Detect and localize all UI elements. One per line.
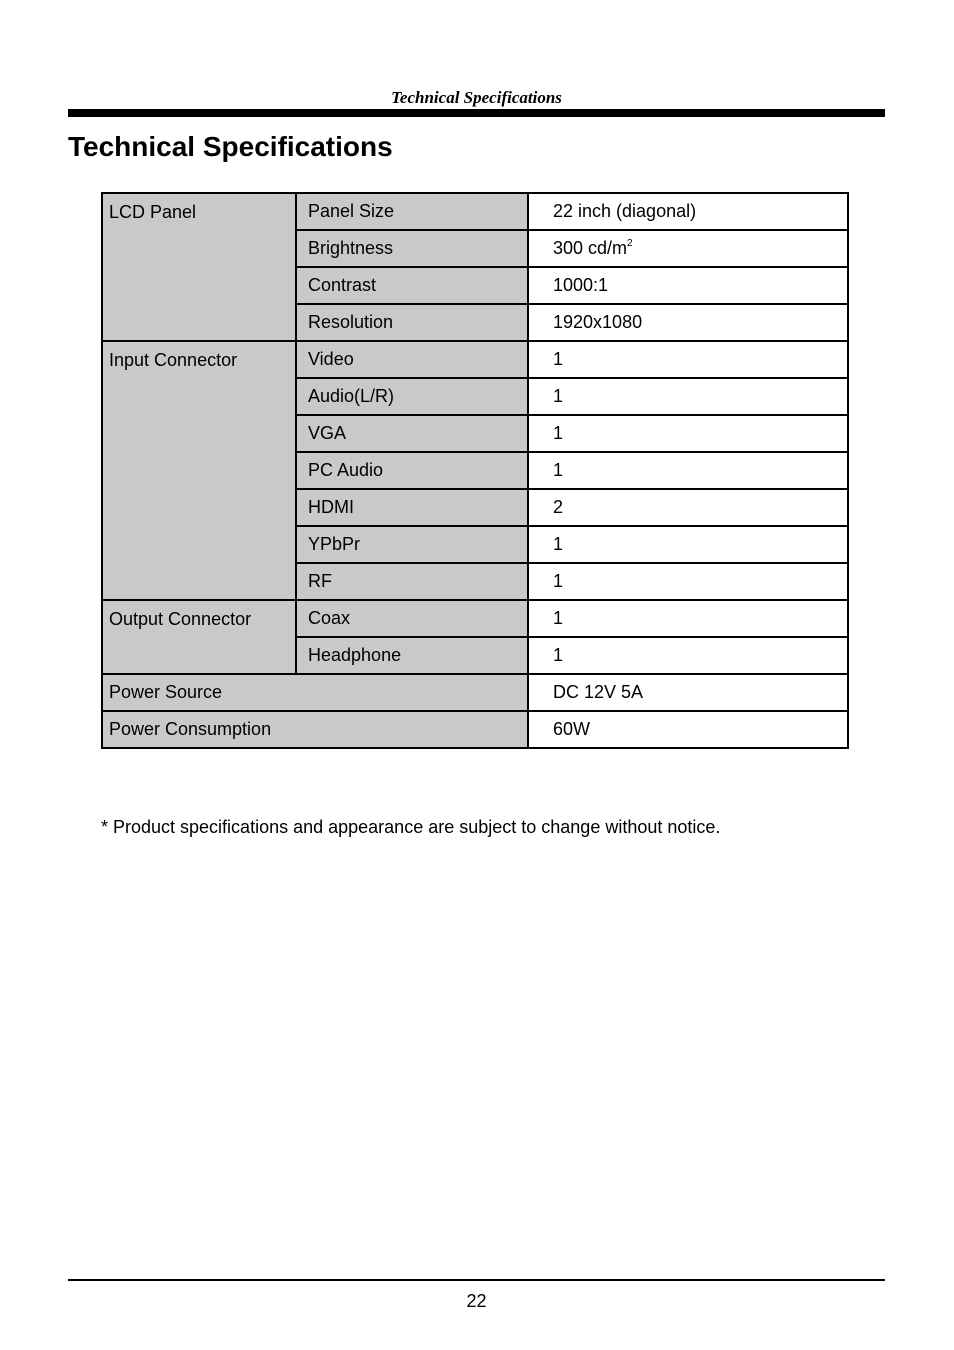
spec-value: 1 <box>528 637 848 674</box>
spec-label: Power Consumption <box>102 711 528 748</box>
spec-label: PC Audio <box>296 452 528 489</box>
spec-value: DC 12V 5A <box>528 674 848 711</box>
spec-label: Contrast <box>296 267 528 304</box>
spec-label: Headphone <box>296 637 528 674</box>
page-title: Technical Specifications <box>68 131 393 162</box>
table-row <box>102 711 848 748</box>
header-rule <box>68 109 885 117</box>
spec-value: 22 inch (diagonal) <box>528 193 848 230</box>
spec-label: Power Source <box>102 674 528 711</box>
table-row <box>102 674 848 711</box>
spec-value: 1 <box>528 415 848 452</box>
table-row <box>102 341 848 378</box>
group-lcd-panel: LCD Panel <box>102 193 296 341</box>
footnote: * Product specifications and appearance are subject to change without notice. <box>101 817 721 837</box>
spec-value <box>528 230 848 267</box>
table-row <box>102 600 848 637</box>
spec-label: VGA <box>296 415 528 452</box>
specifications-table <box>101 192 849 749</box>
page-number: 22 <box>466 1291 487 1311</box>
group-input-connector: Input Connector <box>102 341 296 600</box>
spec-value: 2 <box>528 489 848 526</box>
spec-value: 1 <box>528 452 848 489</box>
spec-label: HDMI <box>296 489 528 526</box>
superscript: 2 <box>627 238 633 249</box>
spec-label: Coax <box>296 600 528 637</box>
spec-value: 1 <box>528 341 848 378</box>
spec-label: Panel Size <box>296 193 528 230</box>
spec-value: 1000:1 <box>528 267 848 304</box>
spec-label: Resolution <box>296 304 528 341</box>
spec-label: Audio(L/R) <box>296 378 528 415</box>
spec-value-text: 300 cd/m <box>553 238 628 258</box>
spec-value: 1 <box>528 526 848 563</box>
spec-value: 1 <box>528 600 848 637</box>
spec-label: YPbPr <box>296 526 528 563</box>
spec-value: 60W <box>528 711 848 748</box>
spec-label: Brightness <box>296 230 528 267</box>
table-row <box>102 193 848 230</box>
running-header: Technical Specifications <box>391 88 562 107</box>
spec-value: 1920x1080 <box>528 304 848 341</box>
group-output-connector: Output Connector <box>102 600 296 674</box>
spec-label: RF <box>296 563 528 600</box>
spec-value: 1 <box>528 378 848 415</box>
footer-rule <box>68 1279 885 1281</box>
spec-label: Video <box>296 341 528 378</box>
spec-value: 1 <box>528 563 848 600</box>
